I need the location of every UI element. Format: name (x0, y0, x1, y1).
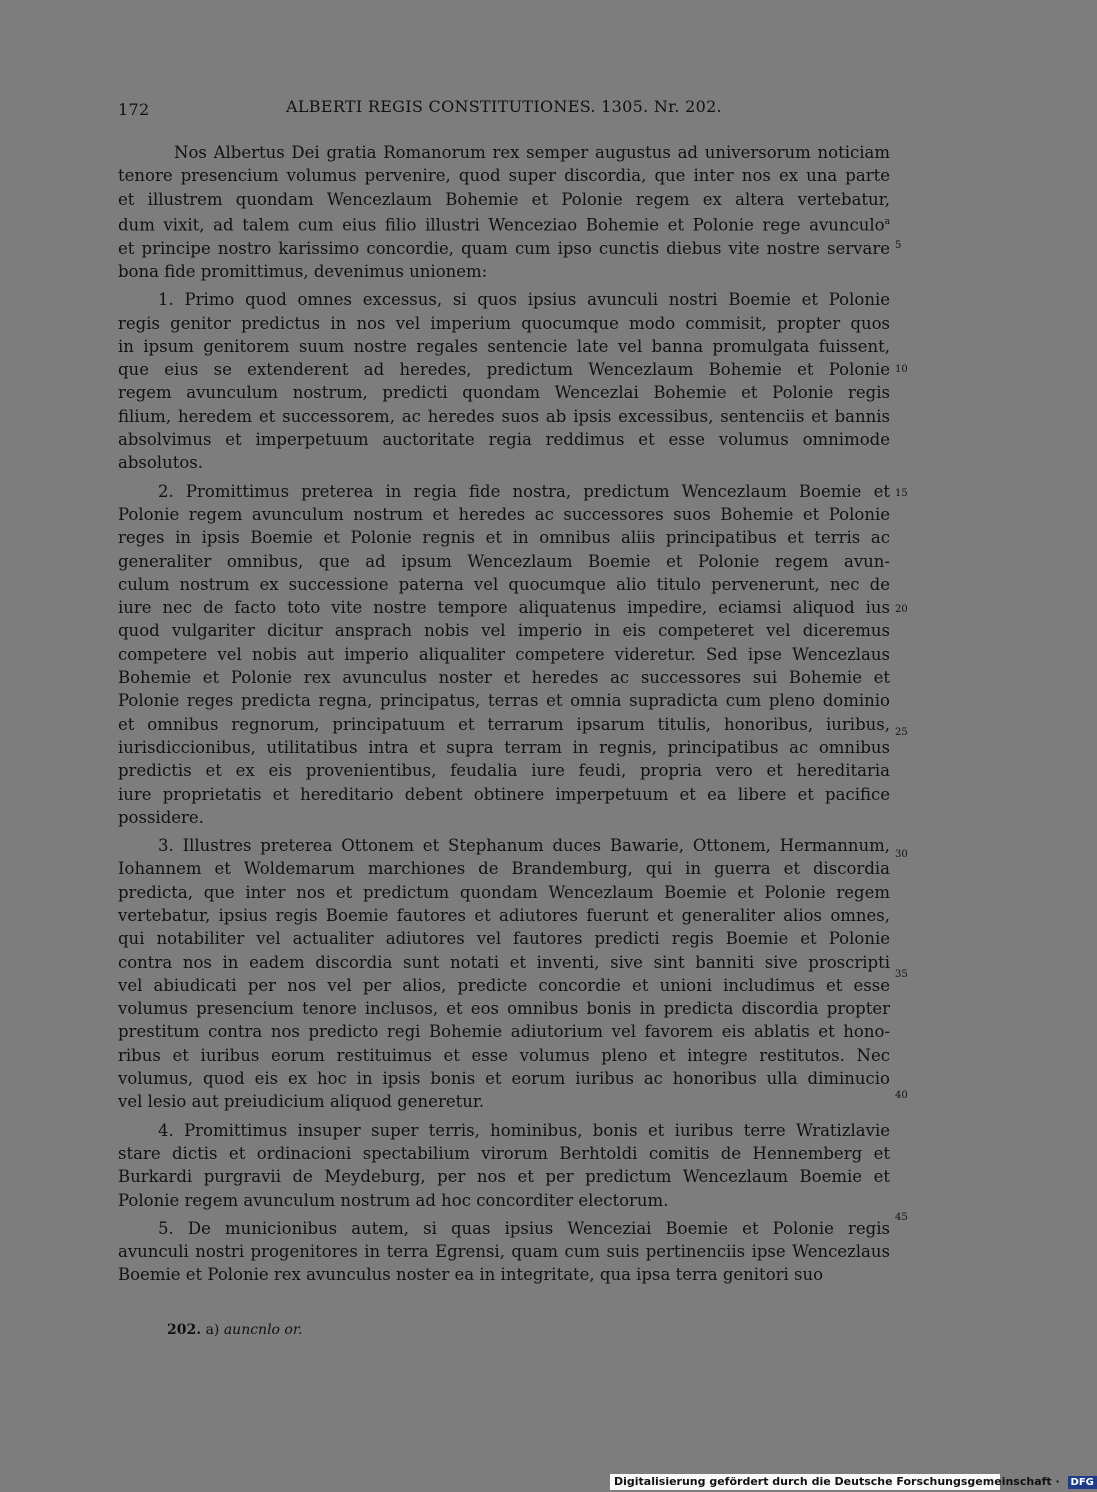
text-line: prestitum contra nos predicto regi Bohemie adiutorium vel favorem eis ablatis et hono- (118, 1022, 890, 1042)
text-line: Polonie regem avunculum nostrum ad hoc concorditer electorum. (118, 1190, 669, 1210)
text-line: culum nostrum ex successione paterna vel quocumque alio titulo pervenerunt, nec de (118, 574, 890, 594)
running-title: ALBERTI REGIS CONSTITUTIONES. 1305. Nr. 202. (286, 97, 722, 116)
text-line: que eius se extenderent ad heredes, predictum Wencezlaum Bohemie et Polonie (118, 360, 890, 380)
text-line: predicta, que inter nos et predictum quondam Wencezlaum Boemie et Polonie regem (118, 882, 890, 902)
text-line: possidere. (118, 807, 204, 827)
margin-line-number: 30 (895, 849, 908, 860)
text-line: in ipsum genitorem suum nostre regales sentencie late vel banna promulgata fuissent, (118, 336, 890, 356)
margin-line-number: 5 (895, 240, 902, 251)
text-line: tenore presencium volumus pervenire, quod super discordia, que inter nos ex una parte (118, 166, 890, 186)
paragraph (118, 288, 890, 474)
footnote-reference: a (884, 216, 890, 227)
text-line: 5. De municionibus autem, si quas ipsius Wenceziai Boemie et Polonie regis (158, 1218, 890, 1238)
text-line: dum vixit, ad talem cum eius filio illustri Wenceziao Bohemie et Polonie rege avunculo$^a$ (118, 215, 890, 235)
page-number: 172 (118, 100, 150, 119)
text-line: 2. Promittimus preterea in regia fide nostra, predictum Wencezlaum Boemie et (158, 481, 890, 501)
text-line: volumus, quod eis ex hoc in ipsis bonis et eorum iuribus ac honoribus ulla diminucio (118, 1069, 890, 1089)
credit-text: Digitalisierung gefördert durch die Deutsche Forschungsgemeinschaft · (614, 1475, 1060, 1488)
text-line: vel abiudicati per nos vel per alios, predicte concordie et unioni includimus et esse (118, 975, 890, 995)
page-header (118, 97, 900, 123)
text-line: regem avunculum nostrum, predicti quondam Wencezlai Bohemie et Polonie regis (118, 383, 890, 403)
margin-line-number: 10 (895, 364, 908, 375)
text-line: iure proprietatis et hereditario debent obtinere imperpetuum et ea libere et pacifice (118, 784, 890, 804)
footnote (167, 1322, 302, 1338)
text-line: Boemie et Polonie rex avunculus noster ea in integritate, qua ipsa terra genitori suo (118, 1265, 824, 1285)
text-line: contra nos in eadem discordia sunt notati et inventi, sive sint banniti sive proscripti (118, 952, 890, 972)
margin-line-number: 15 (895, 488, 908, 499)
margin-line-number: 20 (895, 604, 908, 615)
text-line: iurisdiccionibus, utilitatibus intra et supra terram in regnis, principatibus ac omnibus (118, 737, 890, 757)
text-line: volumus presencium tenore inclusos, et eos omnibus bonis in predicta discordia propter (118, 999, 890, 1019)
text-line: absolutos. (118, 453, 203, 473)
text-line: iure nec de facto toto vite nostre tempore aliquatenus impedire, eciamsi aliquod ius (118, 598, 890, 618)
text-line: Bohemie et Polonie rex avunculus noster et heredes ac successores sui Bohemie et (118, 668, 890, 688)
text-line: 1. Primo quod omnes excessus, si quos ipsius avunculi nostri Boemie et Polonie (158, 290, 890, 310)
text-line: stare dictis et ordinacioni spectabilium virorum Berhtoldi comitis de Hennemberg et (118, 1143, 890, 1163)
margin-line-number: 40 (895, 1090, 908, 1101)
dfg-logo: DFG (1068, 1476, 1097, 1489)
text-line: 4. Promittimus insuper super terris, hominibus, bonis et iuribus terre Wratizlavie (158, 1120, 890, 1140)
text-line: vel lesio aut preiudicium aliquod generetur. (118, 1092, 485, 1112)
text-line: qui notabiliter vel actualiter adiutores vel fautores predicti regis Boemie et Polonie (118, 929, 890, 949)
text-line: absolvimus et imperpetuum auctoritate regia reddimus et esse volumus omnimode (118, 430, 890, 450)
margin-line-number: 45 (895, 1212, 908, 1223)
credit-bar (610, 1474, 1094, 1490)
body-text (118, 141, 890, 1287)
text-line: competere vel nobis aut imperio aliqualiter competere videretur. Sed ipse Wencezlaus (118, 644, 890, 664)
margin-line-number: 35 (895, 969, 908, 980)
paragraph (118, 141, 890, 283)
paragraph (118, 1119, 890, 1212)
footnote-marker: a) (205, 1322, 220, 1338)
text-line: filium, heredem et successorem, ac heredes suos ab ipsis excessibus, sentenciis et bannis (118, 406, 890, 426)
text-line: generaliter omnibus, que ad ipsum Wencezlaum Boemie et Polonie regem avun- (118, 551, 890, 571)
text-line: Burkardi purgravii de Meydeburg, per nos et per predictum Wencezlaum Boemie et (118, 1167, 890, 1187)
paragraph (118, 834, 890, 1114)
text-line: Polonie reges predicta regna, principatus, terras et omnia supradicta cum pleno dominio (118, 691, 890, 711)
text-line: vertebatur, ipsius regis Boemie fautores et adiutores fuerunt et generaliter alios omnes, (118, 906, 890, 925)
text-line: bona fide promittimus, devenimus unionem: (118, 261, 488, 281)
text-line: ribus et iuribus eorum restituimus et esse volumus pleno et integre restitutos. Nec (118, 1045, 890, 1065)
paragraph (118, 1217, 890, 1287)
text-line: predictis et ex eis provenientibus, feudalia iure feudi, propria vero et hereditaria (118, 761, 890, 781)
paragraph (118, 480, 890, 829)
text-line: Polonie regem avunculum nostrum et heredes ac successores suos Bohemie et Polonie (118, 504, 890, 524)
text-line: Iohannem et Woldemarum marchiones de Brandemburg, qui in guerra et discordia (118, 859, 890, 879)
margin-line-number: 25 (895, 727, 908, 738)
text-line: et omnibus regnorum, principatuum et terrarum ipsarum titulis, honoribus, iuribus, (118, 714, 890, 734)
text-line: et illustrem quondam Wencezlaum Bohemie et Polonie regem ex altera vertebatur, (118, 189, 890, 209)
text-line: 3. Illustres preterea Ottonem et Stephanum duces Bawarie, Ottonem, Hermannum, (158, 836, 890, 856)
text-line: quod vulgariter dicitur ansprach nobis vel imperio in eis competeret vel diceremus (118, 621, 890, 641)
footnote-text: auncnlo or. (223, 1322, 303, 1338)
text-line: reges in ipsis Boemie et Polonie regnis et in omnibus aliis principatibus et terris ac (118, 528, 890, 548)
text-line: regis genitor predictus in nos vel imperium quocumque modo commisit, propter quos (118, 313, 890, 333)
footnote-number: 202. (167, 1322, 202, 1338)
text-line: Nos Albertus Dei gratia Romanorum rex semper augustus ad universorum noticiam (174, 143, 890, 162)
text-line: avunculi nostri progenitores in terra Egrensi, quam cum suis pertinenciis ipse Wencezlaus (118, 1242, 890, 1262)
text-line: et principe nostro karissimo concordie, quam cum ipso cunctis diebus vite nostre servare (118, 238, 890, 258)
